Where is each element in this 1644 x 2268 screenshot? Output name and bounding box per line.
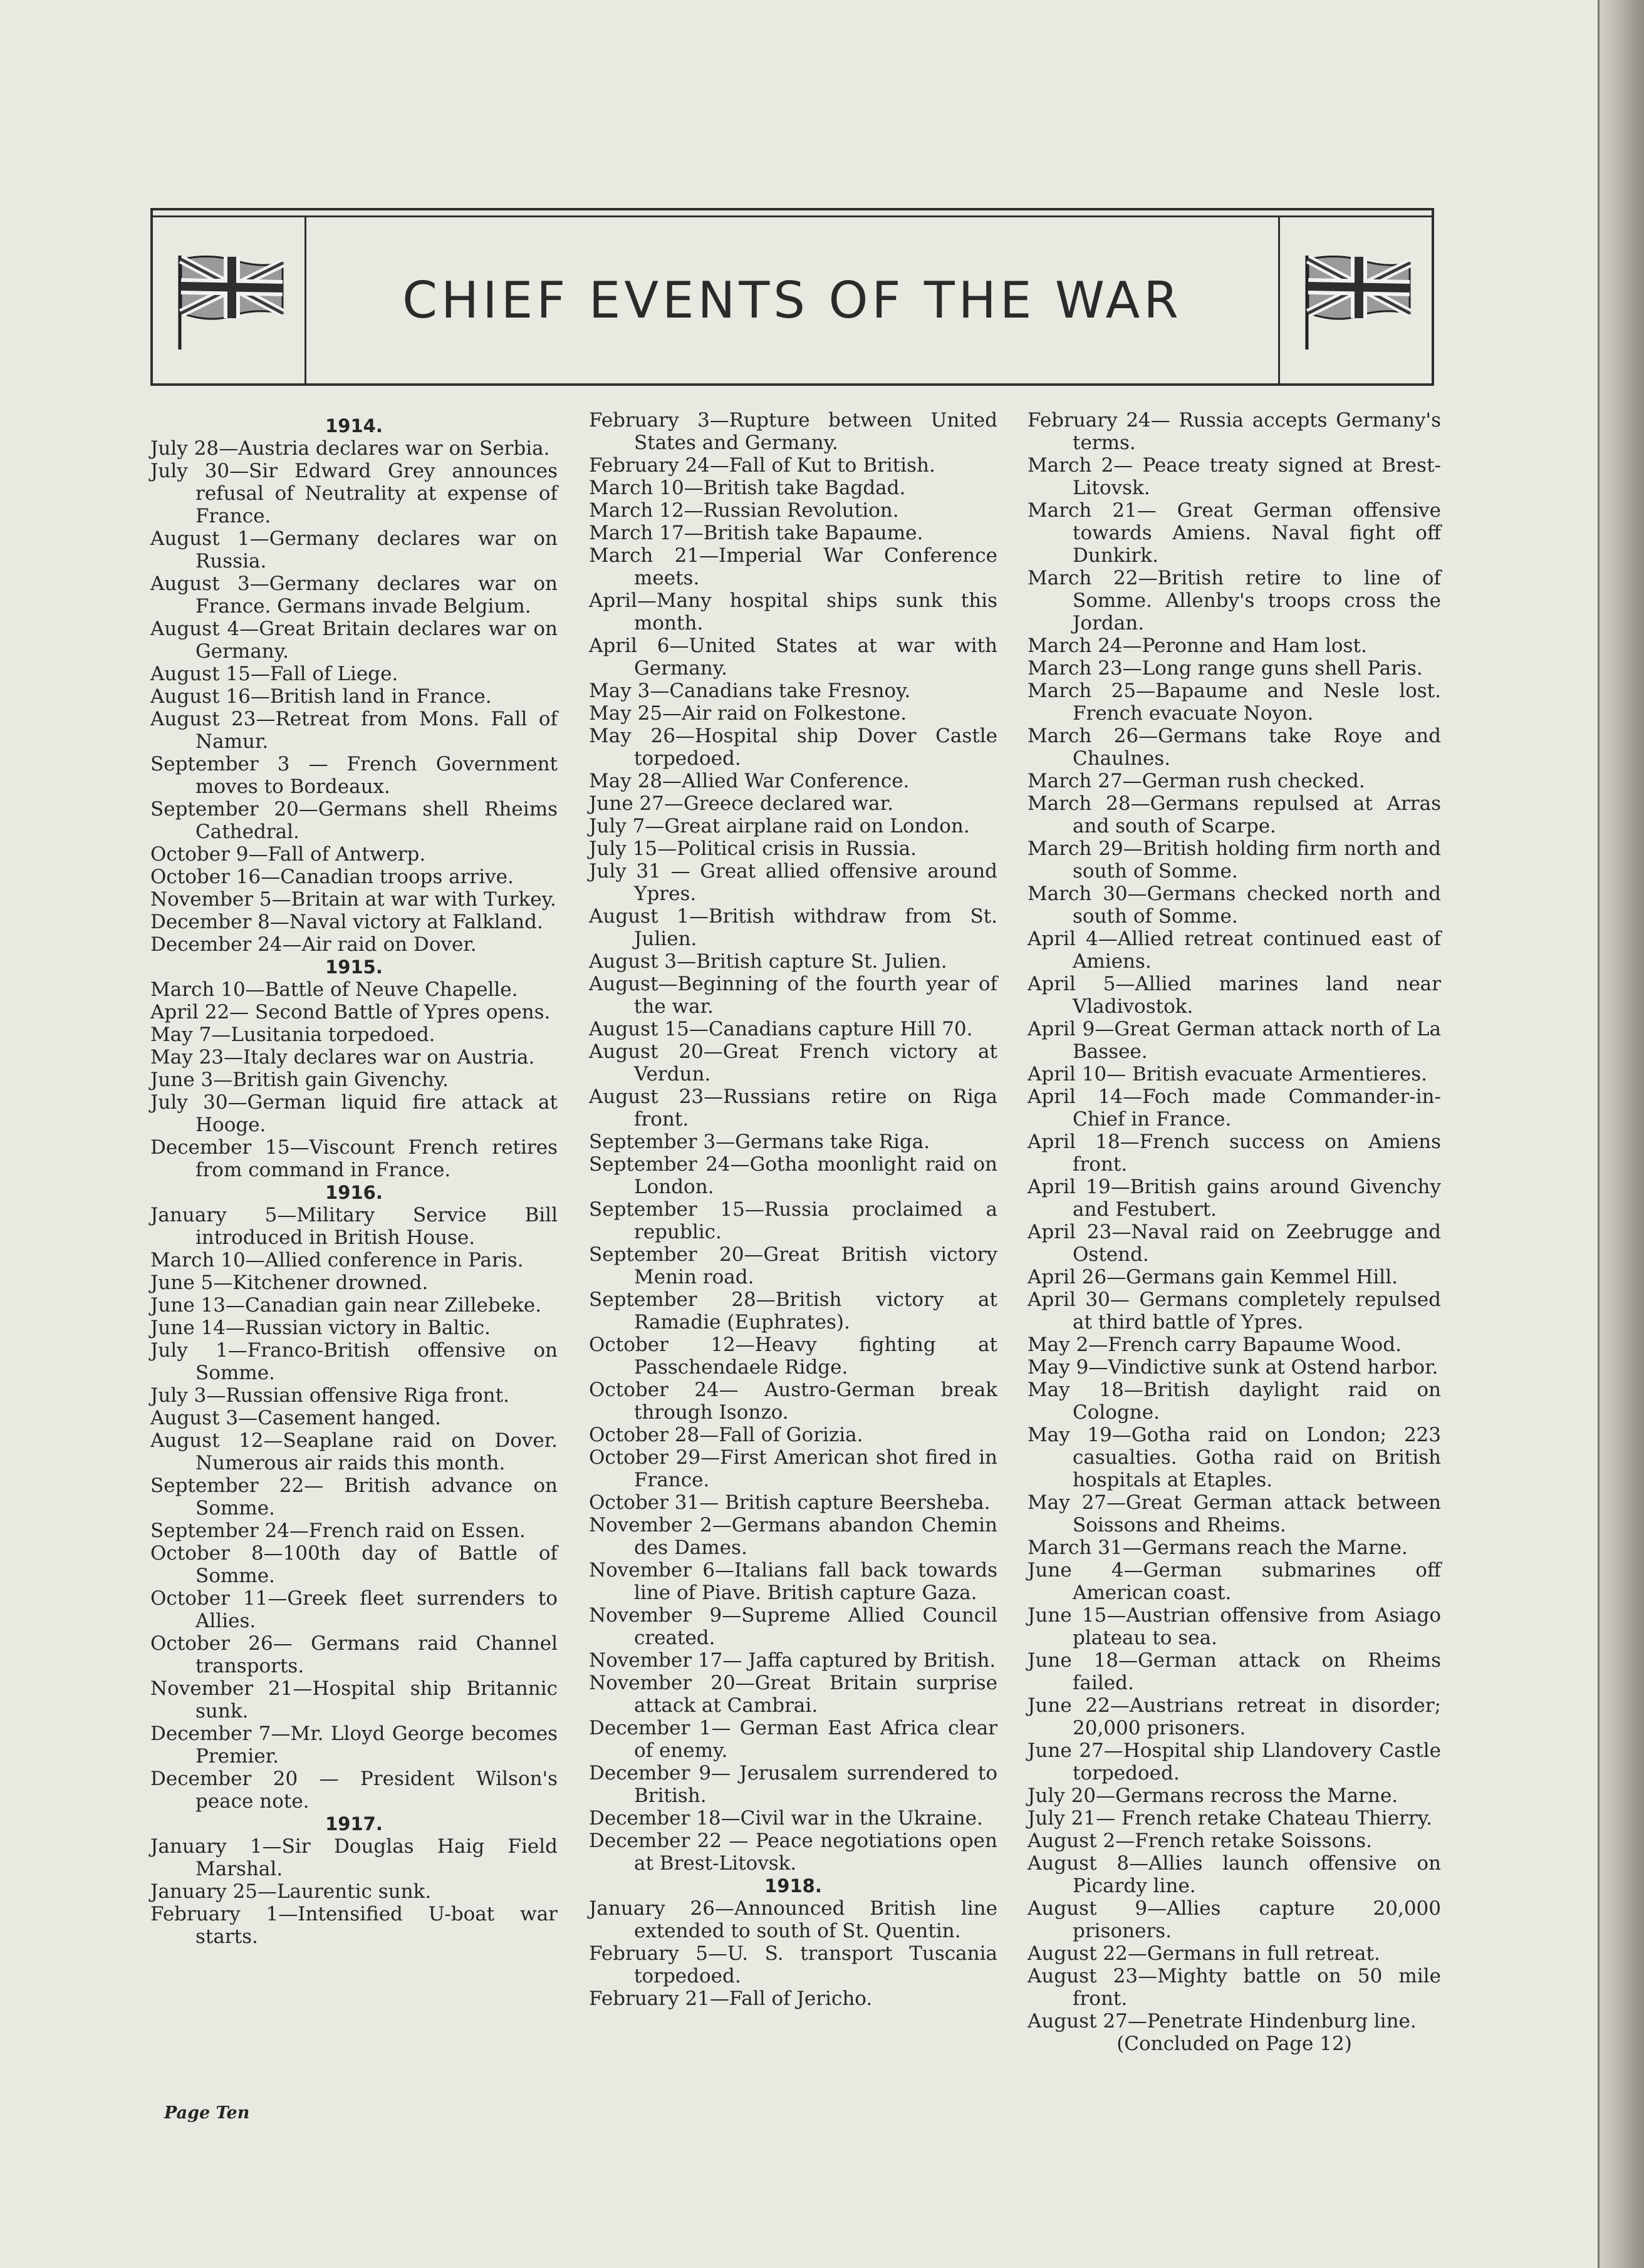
event-entry: December 1— German East Africa clear of enemy. — [589, 1717, 997, 1762]
event-entry: April 4—Allied retreat continued east of Amiens. — [1028, 928, 1441, 973]
event-entry: October 11—Greek fleet surrenders to Allies. — [150, 1587, 558, 1632]
event-entry: March 24—Peronne and Ham lost. — [1028, 634, 1367, 657]
events-column-1 — [150, 415, 558, 1948]
event-entry: May 25—Air raid on Folkestone. — [589, 702, 907, 725]
event-entry: October 28—Fall of Gorizia. — [589, 1424, 863, 1446]
event-entry: April 23—Naval raid on Zeebrugge and Ostend. — [1028, 1221, 1441, 1266]
event-entry: November 2—Germans abandon Chemin des Dames. — [589, 1514, 997, 1559]
event-entry: November 6—Italians fall back towards line of Piave. British capture Gaza. — [589, 1559, 997, 1604]
year-heading: 1915. — [325, 956, 383, 978]
event-entry: June 22—Austrians retreat in disorder; 20,000 prisoners. — [1028, 1694, 1441, 1739]
event-entry: March 2— Peace treaty signed at Brest-Litovsk. — [1028, 454, 1441, 499]
event-entry: July 30—Sir Edward Grey announces refusal of Neutrality at expense of France. — [150, 460, 558, 527]
event-entry: September 22— British advance on Somme. — [150, 1474, 558, 1520]
year-heading: 1916. — [325, 1182, 383, 1203]
event-entry: April 10— British evacuate Armentieres. — [1028, 1063, 1428, 1085]
event-entry: August 22—Germans in full retreat. — [1028, 1942, 1380, 1965]
event-entry: May 23—Italy declares war on Austria. — [150, 1046, 535, 1069]
event-entry: March 10—Battle of Neuve Chapelle. — [150, 978, 518, 1001]
event-entry: July 30—German liquid fire attack at Hooge. — [150, 1091, 558, 1136]
event-entry: March 25—Bapaume and Nesle lost. French evacuate Noyon. — [1028, 680, 1441, 725]
event-entry: July 15—Political crisis in Russia. — [589, 837, 917, 860]
union-jack-flag-icon — [172, 251, 285, 351]
year-heading: 1917. — [325, 1813, 383, 1835]
event-entry: August 16—British land in France. — [150, 685, 492, 708]
event-entry: August 23—Russians retire on Riga front. — [589, 1085, 997, 1131]
event-entry: November 5—Britain at war with Turkey. — [150, 888, 556, 911]
event-entry: March 22—British retire to line of Somme. Allenby's troops cross the Jordan. — [1028, 567, 1441, 634]
event-entry: April 9—Great German attack north of La Bassee. — [1028, 1018, 1441, 1063]
event-entry: March 30—Germans checked north and south of Somme. — [1028, 883, 1441, 928]
event-entry: May 26—Hospital ship Dover Castle torpedoed. — [589, 725, 997, 770]
event-entry: June 27—Hospital ship Llandovery Castle torpedoed. — [1028, 1739, 1441, 1784]
event-entry: April 14—Foch made Commander-in-Chief in France. — [1028, 1085, 1441, 1131]
event-entry: October 9—Fall of Antwerp. — [150, 843, 426, 866]
event-entry: January 25—Laurentic sunk. — [150, 1880, 432, 1903]
event-entry: March 28—Germans repulsed at Arras and south of Scarpe. — [1028, 792, 1441, 837]
left-flag-panel — [153, 217, 306, 383]
year-heading: 1918. — [764, 1875, 822, 1897]
event-entry: October 24— Austro-German break through Isonzo. — [589, 1379, 997, 1424]
event-entry: November 17— Jaffa captured by British. — [589, 1649, 996, 1672]
event-entry: March 17—British take Bapaume. — [589, 522, 923, 544]
event-entry: September 3 — French Government moves to Bordeaux. — [150, 753, 558, 798]
event-entry: June 27—Greece declared war. — [589, 792, 893, 815]
event-entry: August 9—Allies capture 20,000 prisoners. — [1028, 1897, 1441, 1942]
event-entry: March 31—Germans reach the Marne. — [1028, 1536, 1408, 1559]
event-entry: May 27—Great German attack between Soissons and Rheims. — [1028, 1491, 1441, 1536]
event-entry: May 7—Lusitania torpedoed. — [150, 1023, 435, 1046]
page-number: Page Ten — [164, 2103, 250, 2123]
event-entry: October 12—Heavy fighting at Passchendaele Ridge. — [589, 1333, 997, 1379]
event-entry: December 8—Naval victory at Falkland. — [150, 911, 543, 933]
event-entry: August 23—Mighty battle on 50 mile front. — [1028, 1965, 1441, 2010]
event-entry: April 6—United States at war with Germany. — [589, 634, 997, 680]
event-entry: October 31— British capture Beersheba. — [589, 1491, 991, 1514]
event-entry: March 12—Russian Revolution. — [589, 499, 899, 522]
event-entry: April 19—British gains around Givenchy and Festubert. — [1028, 1176, 1441, 1221]
event-entry: September 24—French raid on Essen. — [150, 1520, 526, 1542]
event-entry: March 23—Long range guns shell Paris. — [1028, 657, 1423, 680]
event-entry: October 26— Germans raid Channel transports. — [150, 1632, 558, 1677]
union-jack-flag-icon — [1299, 251, 1412, 351]
event-entry: August 15—Fall of Liege. — [150, 663, 398, 685]
event-entry: November 21—Hospital ship Britannic sunk. — [150, 1677, 558, 1722]
event-entry: September 15—Russia proclaimed a republic. — [589, 1198, 997, 1243]
event-entry: October 8—100th day of Battle of Somme. — [150, 1542, 558, 1587]
event-entry: August 3—Casement hanged. — [150, 1407, 441, 1429]
event-entry: November 20—Great Britain surprise attack at Cambrai. — [589, 1672, 997, 1717]
event-entry: February 24—Fall of Kut to British. — [589, 454, 935, 477]
event-entry: May 3—Canadians take Fresnoy. — [589, 680, 911, 702]
event-entry: August 12—Seaplane raid on Dover. Numerous air raids this month. — [150, 1429, 558, 1474]
event-entry: April 26—Germans gain Kemmel Hill. — [1028, 1266, 1398, 1288]
event-entry: May 18—British daylight raid on Cologne. — [1028, 1379, 1441, 1424]
event-entry: September 20—Germans shell Rheims Cathedral. — [150, 798, 558, 843]
event-entry: March 21—Imperial War Conference meets. — [589, 544, 997, 589]
event-entry: February 1—Intensified U-boat war starts. — [150, 1903, 558, 1948]
event-entry: January 1—Sir Douglas Haig Field Marshal. — [150, 1835, 558, 1880]
event-entry: June 5—Kitchener drowned. — [150, 1271, 429, 1294]
event-entry: March 29—British holding firm north and south of Somme. — [1028, 837, 1441, 883]
event-entry: June 14—Russian victory in Baltic. — [150, 1317, 491, 1339]
event-entry: June 3—British gain Givenchy. — [150, 1069, 449, 1091]
page-edge — [1598, 0, 1644, 2268]
year-heading: 1914. — [325, 415, 383, 437]
events-column-2 — [589, 409, 997, 2010]
event-entry: January 26—Announced British line extended to south of St. Quentin. — [589, 1897, 997, 1942]
event-entry: July 21— French retake Chateau Thierry. — [1028, 1807, 1432, 1830]
event-entry: April 30— Germans completely repulsed at third battle of Ypres. — [1028, 1288, 1441, 1333]
event-entry: November 9—Supreme Allied Council created. — [589, 1604, 997, 1649]
event-entry: June 4—German submarines off American coast. — [1028, 1559, 1441, 1604]
event-entry: December 15—Viscount French retires from command in France. — [150, 1136, 558, 1181]
event-entry: December 20 — President Wilson's peace note. — [150, 1768, 558, 1813]
event-entry: March 27—German rush checked. — [1028, 770, 1365, 792]
event-entry: December 18—Civil war in the Ukraine. — [589, 1807, 983, 1830]
event-entry: February 3—Rupture between United States and Germany. — [589, 409, 997, 454]
event-entry: April—Many hospital ships sunk this month. — [589, 589, 997, 634]
event-entry: August 15—Canadians capture Hill 70. — [589, 1018, 973, 1040]
event-entry: July 31 — Great allied offensive around Ypres. — [589, 860, 997, 905]
event-entry: July 3—Russian offensive Riga front. — [150, 1384, 509, 1407]
event-entry: August 4—Great Britain declares war on Germany. — [150, 618, 558, 663]
continuation-note: (Concluded on Page 12) — [1116, 2032, 1352, 2055]
event-entry: July 20—Germans recross the Marne. — [1028, 1784, 1398, 1807]
event-entry: July 28—Austria declares war on Serbia. — [150, 437, 550, 460]
event-entry: April 18—French success on Amiens front. — [1028, 1131, 1441, 1176]
event-entry: June 15—Austrian offensive from Asiago plateau to sea. — [1028, 1604, 1441, 1649]
event-entry: February 5—U. S. transport Tuscania torpedoed. — [589, 1942, 997, 1987]
event-entry: April 5—Allied marines land near Vladivostok. — [1028, 973, 1441, 1018]
event-entry: May 9—Vindictive sunk at Ostend harbor. — [1028, 1356, 1438, 1379]
event-entry: March 26—Germans take Roye and Chaulnes. — [1028, 725, 1441, 770]
title-banner — [150, 208, 1434, 386]
event-entry: December 24—Air raid on Dover. — [150, 933, 477, 956]
event-entry: May 19—Gotha raid on London; 223 casualties. Gotha raid on British hospitals at Etaples. — [1028, 1424, 1441, 1491]
event-entry: April 22— Second Battle of Ypres opens. — [150, 1001, 551, 1023]
event-entry: August 8—Allies launch offensive on Picardy line. — [1028, 1852, 1441, 1897]
event-entry: December 7—Mr. Lloyd George becomes Premier. — [150, 1722, 558, 1768]
event-entry: July 7—Great airplane raid on London. — [589, 815, 970, 837]
event-entry: December 9— Jerusalem surrendered to British. — [589, 1762, 997, 1807]
events-column-3 — [1028, 409, 1441, 2055]
page-title: CHIEF EVENTS OF THE WAR — [402, 271, 1182, 329]
event-entry: August 2—French retake Soissons. — [1028, 1830, 1373, 1852]
event-entry: August 27—Penetrate Hindenburg line. — [1028, 2010, 1417, 2032]
event-entry: June 18—German attack on Rheims failed. — [1028, 1649, 1441, 1694]
event-entry: September 28—British victory at Ramadie (Euphrates). — [589, 1288, 997, 1333]
event-entry: October 16—Canadian troops arrive. — [150, 866, 514, 888]
event-entry: March 10—British take Bagdad. — [589, 477, 906, 499]
event-entry: December 22 — Peace negotiations open at Brest-Litovsk. — [589, 1830, 997, 1875]
event-entry: March 21— Great German offensive towards Amiens. Naval fight off Dunkirk. — [1028, 499, 1441, 567]
event-entry: October 29—First American shot fired in France. — [589, 1446, 997, 1491]
event-entry: August 23—Retreat from Mons. Fall of Namur. — [150, 708, 558, 753]
event-entry: September 3—Germans take Riga. — [589, 1131, 930, 1153]
event-entry: May 28—Allied War Conference. — [589, 770, 910, 792]
event-entry: August—Beginning of the fourth year of the war. — [589, 973, 997, 1018]
event-entry: June 13—Canadian gain near Zillebeke. — [150, 1294, 542, 1317]
event-entry: August 3—British capture St. Julien. — [589, 950, 947, 973]
right-flag-panel — [1278, 217, 1432, 383]
event-entry: January 5—Military Service Bill introduced in British House. — [150, 1204, 558, 1249]
event-entry: August 20—Great French victory at Verdun. — [589, 1040, 997, 1085]
event-entry: September 24—Gotha moonlight raid on London. — [589, 1153, 997, 1198]
event-entry: July 1—Franco-British offensive on Somme. — [150, 1339, 558, 1384]
event-entry: August 1—Germany declares war on Russia. — [150, 527, 558, 572]
event-entry: February 24— Russia accepts Germany's terms. — [1028, 409, 1441, 454]
event-entry: March 10—Allied conference in Paris. — [150, 1249, 524, 1271]
event-entry: February 21—Fall of Jericho. — [589, 1987, 873, 2010]
event-entry: August 3—Germany declares war on France. Germans invade Belgium. — [150, 572, 558, 618]
event-entry: May 2—French carry Bapaume Wood. — [1028, 1333, 1402, 1356]
event-entry: August 1—British withdraw from St. Julien. — [589, 905, 997, 950]
event-entry: September 20—Great British victory Menin road. — [589, 1243, 997, 1288]
